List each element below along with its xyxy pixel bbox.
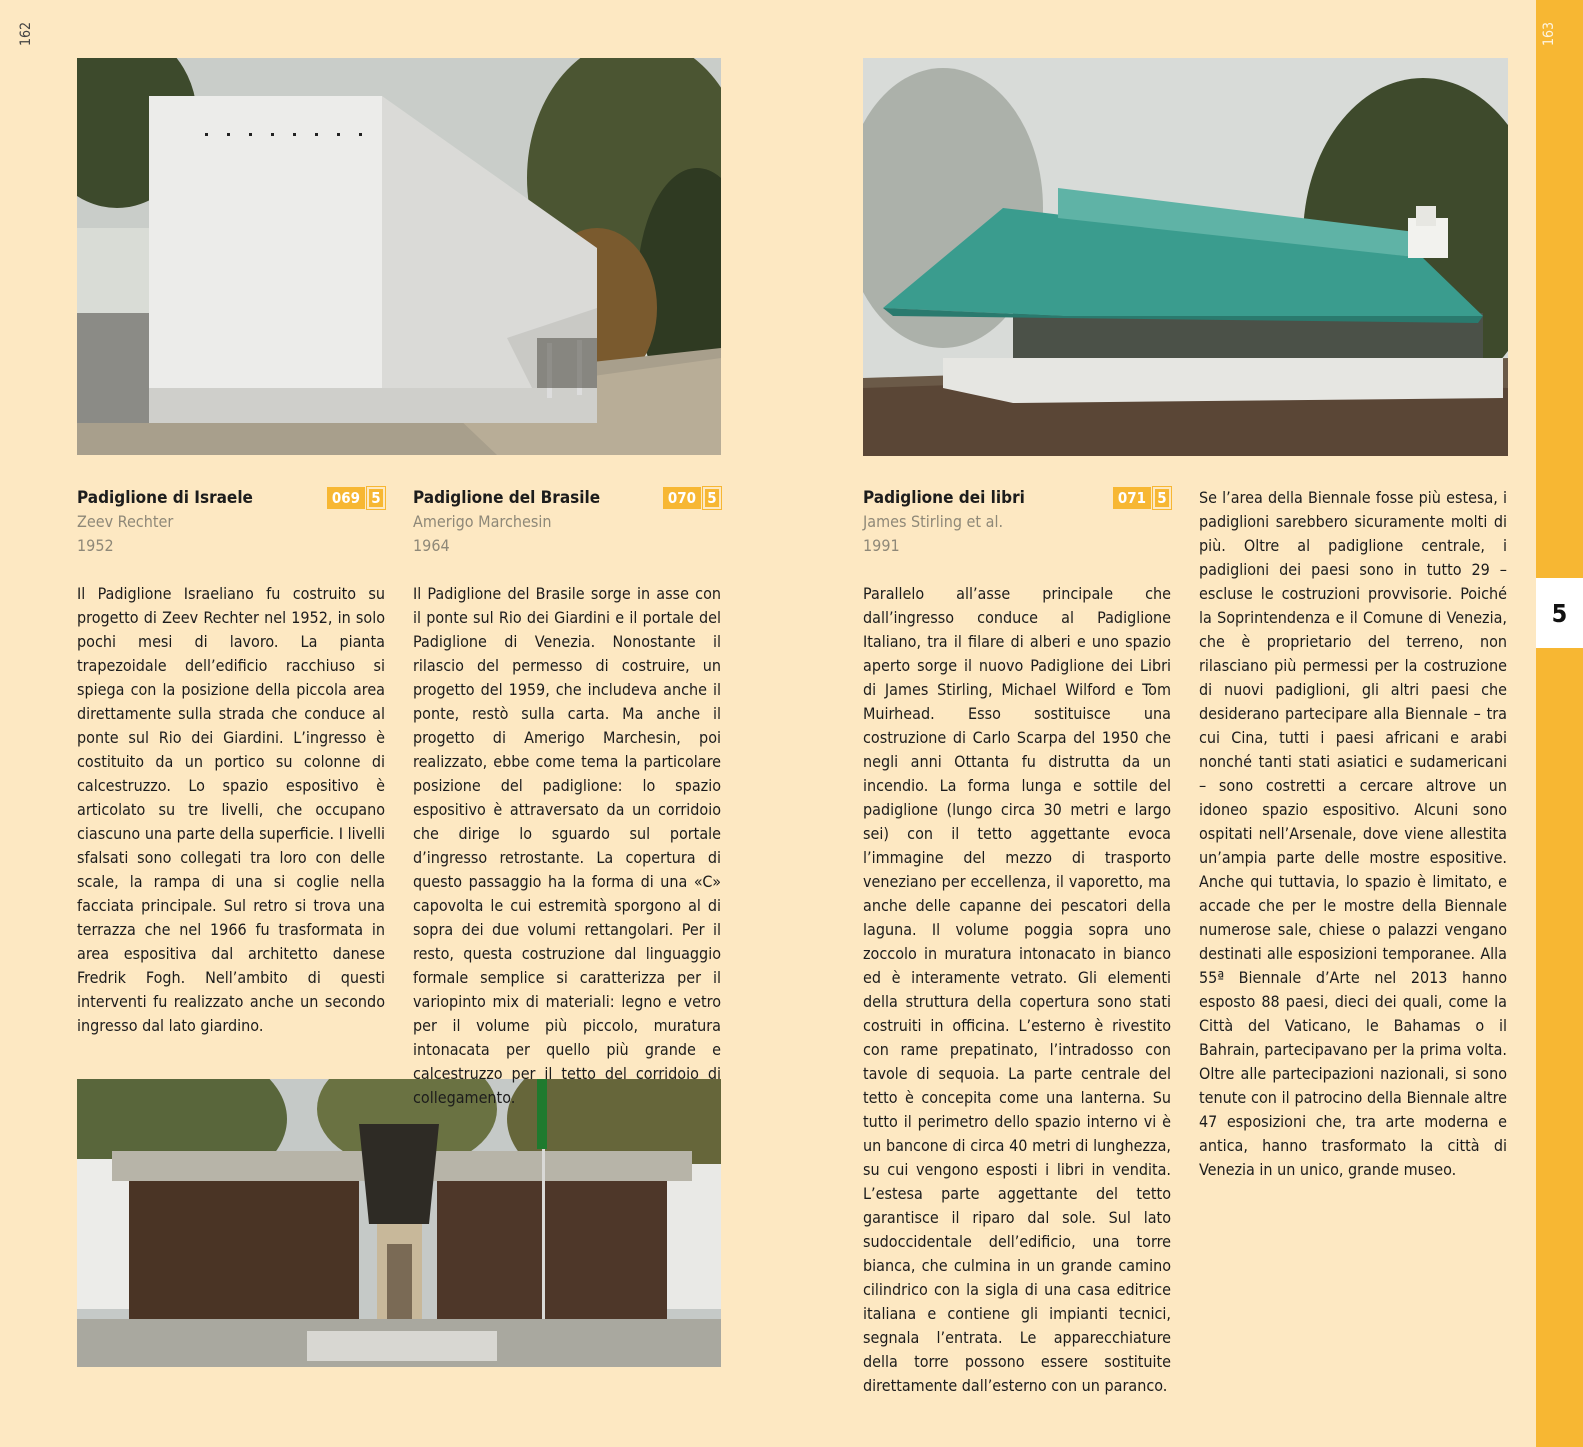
photo-book-pavilion xyxy=(863,58,1508,456)
entry-architect: Amerigo Marchesin xyxy=(413,512,552,531)
entry-architect: Zeev Rechter xyxy=(77,512,174,531)
entry-zone: 5 xyxy=(703,487,721,509)
entry-architect: James Stirling et al. xyxy=(863,512,1004,531)
entry-year: 1991 xyxy=(863,536,900,555)
page-number-right: 163 xyxy=(1541,21,1558,47)
entry-header-libri xyxy=(863,486,1171,558)
entry-badge xyxy=(663,487,721,509)
chapter-strip xyxy=(1536,0,1583,1447)
entry-header-israel xyxy=(77,486,385,558)
page-number-left: 162 xyxy=(18,21,35,47)
entry-title: Padiglione di Israele xyxy=(77,488,253,508)
entry-year: 1952 xyxy=(77,536,114,555)
photo-israel-pavilion xyxy=(77,58,721,455)
entry-year: 1964 xyxy=(413,536,450,555)
entry-title: Padiglione del Brasile xyxy=(413,488,601,508)
entry-text-libri: Parallelo all’asse principale che dall’ingresso conduce al Padiglione Italiano, tra il filare di alberi e uno spazio aperto sorge il nuovo Padiglione dei Libri di James Stirling, Michael Wilford e Tom Muirhead. Esso sostituisce una costruzione di Carlo Scarpa del 1950 che negli anni Ottanta fu distrutta da un incendio. La forma lunga e sottile del padiglione (lungo circa 30 metri e largo sei) con il tetto aggettante evoca l’immagine del mezzo di trasporto veneziano per eccellenza, il vaporetto, ma anche delle capanne dei pescatori della laguna. Il volume poggia sopra uno zoccolo in muratura intonacato in bianco ed è interamente vetrato. Gli elementi della struttura della copertura sono stati costruiti in officina. L’esterno è rivestito con rame prepatinato, l’intradosso con tavole di sequoia. La parte centrale del tetto è concepita come una lanterna. Su tutto il perimetro dello spazio interno vi è un bancone di circa 40 metri di lunghezza, su cui vengono esposti i libri in vendita. L’estesa parte aggettante del tetto garantisce il riparo dal sole. Sul lato sudoccidentale dell’edificio, una torre bianca, che culmina in un grande camino cilindrico con la sigla di una casa editrice italiana e contiene gli impianti tecnici, segnala l’entrata. Le apparecchiature della torre possono essere sostituite direttamente dall’esterno con un paranco. xyxy=(863,584,1171,1395)
entry-title: Padiglione dei libri xyxy=(863,488,1025,508)
entry-code: 071 xyxy=(1113,487,1151,509)
entry-zone: 5 xyxy=(367,487,385,509)
photo-brazil-pavilion xyxy=(77,1079,721,1367)
entry-code: 070 xyxy=(663,487,701,509)
chapter-tab[interactable]: 5 xyxy=(1536,578,1583,648)
entry-code: 069 xyxy=(327,487,365,509)
entry-text-brasile: Il Padiglione del Brasile sorge in asse con il ponte sul Rio dei Giardini e il portale del Padiglione di Venezia. Nonostante il rilascio del permesso di costruire, un progetto del 1959, che includeva anche il ponte, restò sulla carta. Ma anche il progetto di Amerigo Marchesin, poi realizzato, ebbe come tema la particolare posizione del padiglione: lo spazio espositivo è attraversato da un corridoio che dirige lo sguardo sul portale d’ingresso retrostante. La copertura di questo passaggio ha la forma di una «C» capovolta le cui estremità sporgono al di sopra dei due volumi rettangolari. Per il resto, questa costruzione dal linguaggio formale semplice si caratterizza per il variopinto mix di materiali: legno e vetro per il volume più piccolo, muratura intonacata per quello più grande e calcestruzzo per il tetto del corridoio di collegamento. xyxy=(413,584,721,1107)
entry-header-brasile xyxy=(413,486,721,558)
entry-zone: 5 xyxy=(1153,487,1171,509)
entry-badge xyxy=(1113,487,1171,509)
entry-text-israel: Il Padiglione Israeliano fu costruito su progetto di Zeev Rechter nel 1952, in solo pochi mesi di lavoro. La pianta trapezoidale dell’edificio racchiuso si spiega con la posizione della piccola area direttamente sulla strada che conduce al ponte sul Rio dei Giardini. L’ingresso è costituito da un portico su colonne di calcestruzzo. Lo spazio espositivo è articolato su tre livelli, che occupano ciascuno una parte della superficie. I livelli sfalsati sono collegati tra loro con delle scale, la rampa di una si coglie nella facciata principale. Sul retro si trova una terrazza che nel 1966 fu trasformata in area espositiva dal architetto danese Fredrik Fogh. Nell’ambito di questi interventi fu realizzato anche un secondo ingresso dal lato giardino. xyxy=(77,584,385,1035)
entry-badge xyxy=(327,487,385,509)
closing-text: Se l’area della Biennale fosse più estesa, i padiglioni sarebbero sicuramente molti di più. Oltre al padiglione centrale, i padiglioni dei paesi sono in tutto 29 – escluse le costruzioni provvisorie. Poiché la Soprintendenza e il Comune di Venezia, che è proprietario del terreno, non rilasciano più permessi per la costruzione di nuovi padiglioni, gli altri paesi che desiderano partecipare alla Biennale – tra cui Cina, tutti i paesi africani e arabi nonché tanti stati asiatici e sudamericani – sono costretti a cercare altrove un idoneo spazio espositivo. Alcuni sono ospitati nell’Arsenale, dove viene allestita un’ampia parte delle mostre espositive. Anche qui tuttavia, lo spazio è limitato, e accade che per le mostre della Biennale numerose sale, chiese o palazzi vengano destinati alle esposizioni temporanee. Alla 55ª Biennale d’Arte nel 2013 hanno esposto 88 paesi, dieci dei quali, come la Città del Vaticano, le Bahamas o il Bahrain, partecipavano per la prima volta. Oltre alle partecipazioni nazionali, si sono tenute con il patrocino della Biennale altre 47 esposizioni che, tra arte moderna e antica, hanno trasformato la città di Venezia in un unico, grande museo. xyxy=(1199,488,1507,1179)
